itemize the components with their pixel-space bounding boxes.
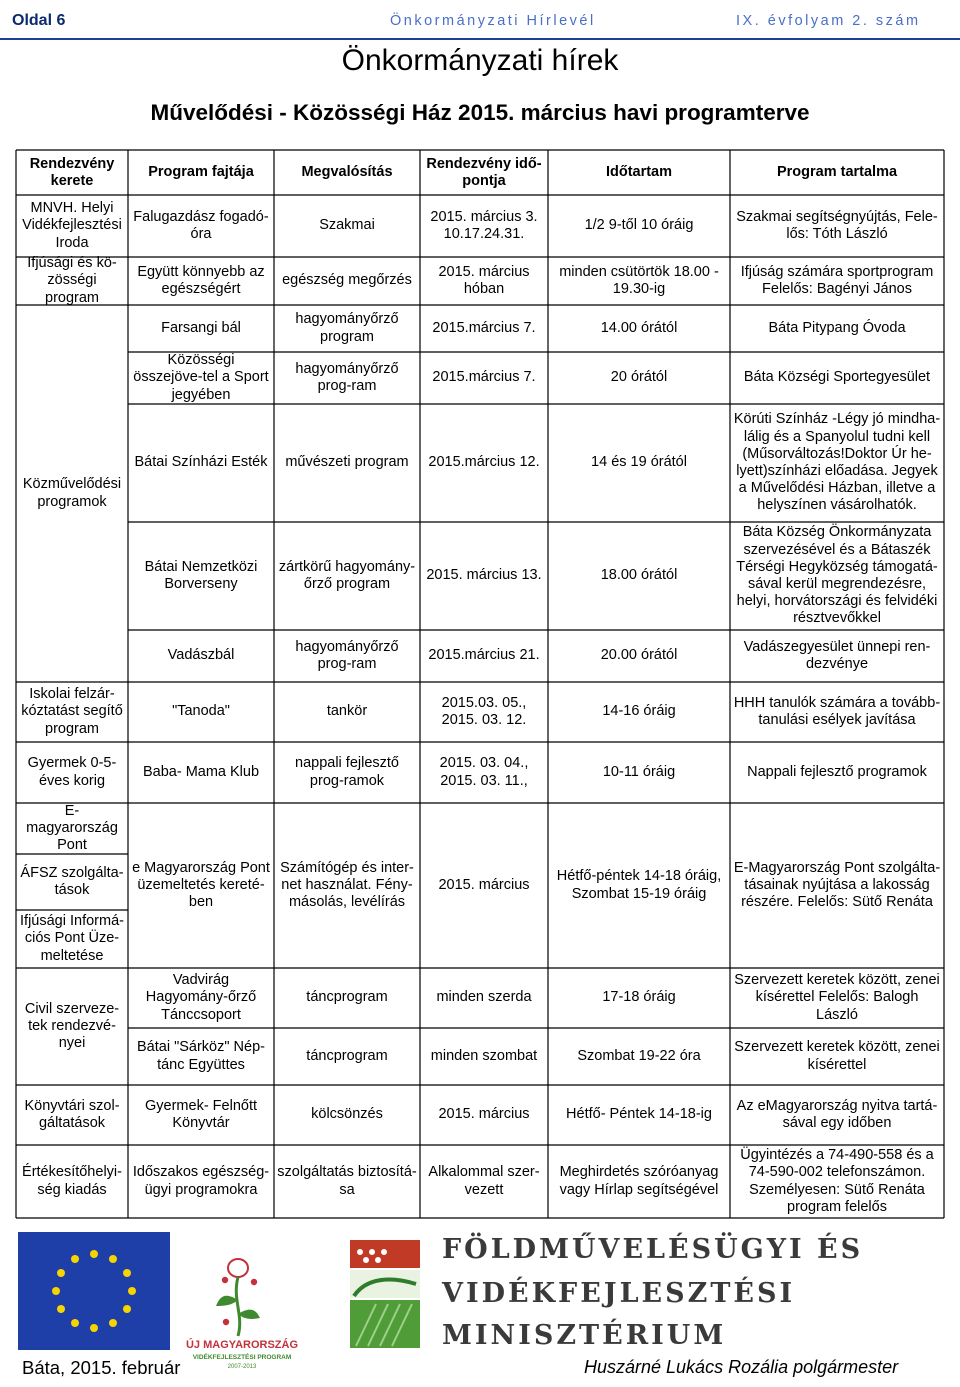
table-cell: hagyományőrző prog-ram [295,360,399,394]
table-cell: Civil szerveze-tek rendezvé-nyei [24,1000,120,1052]
table-cell: 20 órától [610,369,668,386]
table-cell: Közösségi összejöve-tel a Sport jegyében [133,352,269,403]
table-cell: Szakmai [319,217,375,234]
table-cell: E-magyarország Pont [26,802,118,854]
col-header-type: Program fajtája [148,164,254,181]
table-cell: Hétfő-péntek 14-18 óráig, Szombat 15-19 óráig [556,868,722,902]
program-logo-years: 2007-2013 [227,1364,257,1370]
ministry-name-line-1: FÖLDMŰVELÉSÜGYI ÉS [442,1234,864,1265]
table-cell: hagyományőrző prog-ram [295,638,399,672]
table-cell: szolgáltatás biztosítá-sa [277,1164,417,1198]
table-cell: 2015. március 13. [426,567,542,584]
table-cell: 2015.március 12. [428,454,540,471]
table-cell: zártkörű hagyomány-őrző program [278,558,416,592]
table-cell: Iskolai felzár-kóztatást segítő program [21,686,123,737]
table-cell: 2015. március [438,876,530,893]
ministry-emblem-icon [340,1238,428,1348]
table-cell: Vadvirág Hagyomány-őrző Tánccsoport [145,972,257,1023]
table-cell: minden szerda [436,989,532,1006]
col-header-duration: Időtartam [605,164,673,181]
footer-place-date: Báta, 2015. február [22,1357,181,1378]
flower-logo-icon [216,1259,260,1336]
table-cell: HHH tanulók számára a tovább-tanulási esélyek javítása [733,694,941,728]
table-cell: Bátai Nemzetközi Borverseny [144,558,258,592]
table-cell: hagyományőrző program [295,311,399,345]
table-cell: 18.00 órától [600,567,678,584]
table-cell: táncprogram [306,1047,388,1064]
table-cell: Bátai Színházi Esték [134,454,268,471]
table-cell: egészség megőrzés [282,272,412,289]
ministry-name-line-2: VIDÉKFEJLESZTÉSI [442,1278,796,1309]
col-header-implementation: Megvalósítás [301,164,393,181]
col-header-frame: Rendezvény kerete [29,155,115,189]
table-cell: Vadászbál [167,647,235,664]
table-cell: Értékesítőhelyi-ség kiadás [22,1164,122,1198]
table-cell: Hétfő- Péntek 14-18-ig [566,1106,712,1123]
page-subtitle: Művelődési - Közösségi Ház 2015. március havi programterve [150,100,810,125]
table-cell: 2015.március 7. [432,369,536,386]
eu-flag-icon [18,1232,170,1350]
table-cell: 20.00 órától [600,647,678,664]
table-cell: minden csütörtök 18.00 - 19.30-ig [559,263,719,297]
table-cell: Báta Községi Sportegyesület [743,369,931,386]
table-cell: Meghirdetés szóróanyag vagy Hírlap segítségével [559,1164,719,1198]
table-cell: Farsangi bál [161,319,241,336]
table-cell: Falugazdász fogadó-óra [133,208,269,242]
table-cell: E-Magyarország Pont szolgálta-tásainak nyújtása a lakosság részére. Felelős: Sütő Renáta [733,859,941,911]
table-cell: e Magyarország Pont üzemeltetés kereté-ben [132,859,270,911]
table-cell: Ügyintézés a 74-490-558 és a 74-590-002 telefonszámon. Személyesen: Sütő Renáta program felelős [740,1147,934,1215]
table-cell: 17-18 óráig [602,989,676,1006]
table-cell: Szervezett keretek között, zenei kísérettel [734,1039,940,1073]
table-cell: minden szombat [430,1047,538,1064]
table-cell: Szombat 19-22 óra [577,1047,701,1064]
table-cell: Könyvtári szol-gáltatások [24,1097,120,1131]
table-cell: 14 és 19 órától [591,454,687,471]
page-title: Önkormányzati hírek [341,44,619,77]
table-cell: ÁFSZ szolgálta-tások [20,864,124,898]
table-cell: Báta Község Önkormányzata szervezésével és a Bátaszék Térségi Hegyközség támogatá-sával kerül megrendezésre, helyi, horvátországi és felvidéki résztvevőkkel [736,524,938,627]
table-cell: 2015. 03. 04., 2015. 03. 11., [439,755,529,789]
publication-name: Önkormányzati Hírlevél [390,13,596,29]
table-cell: Szakmai segítségnyújtás, Fele-lős: Tóth László [736,208,938,242]
table-cell: Az eMagyarország nyitva tartá-sával egy időben [736,1097,938,1131]
table-cell: Számítógép és inter-net használat. Fény-másolás, levélírás [280,859,414,911]
table-cell: 2015. március 3. 10.17.24.31. [430,208,538,242]
col-header-date: Rendezvény idő-pontja [426,155,542,189]
table-cell: 10-11 óráig [602,763,676,780]
table-cell: Bátai "Sárköz" Nép-tánc Együttes [137,1039,265,1073]
table-cell: Ifjúság számára sportprogram Felelős: Bagényi János [740,263,934,297]
table-cell: Nappali fejlesztő programok [747,763,927,780]
table-cell: 2015.március 21. [428,647,540,664]
table-cell: táncprogram [306,989,388,1006]
table-cell: 2015. március hóban [438,263,530,297]
table-cell: Közművelődési programok [22,476,122,510]
table-cell: Vadászegyesület ünnepi ren-dezvénye [743,638,931,672]
table-cell: Szervezett keretek között, zenei kísérettel Felelős: Balogh László [734,972,940,1023]
volume-info: IX. évfolyam 2. szám [736,13,921,29]
table-cell: 2015. március [438,1106,530,1123]
table-cell: Időszakos egészség-ügyi programokra [132,1164,270,1198]
program-logo-sub: VIDÉKFEJLESZTÉSI PROGRAM [192,1354,292,1361]
table-cell: Ifjúsági és kö-zösségi program [27,255,117,306]
table-cell: Baba- Mama Klub [142,763,260,780]
col-header-content: Program tartalma [776,164,898,181]
table-cell: 14.00 órától [600,319,678,336]
table-cell: Együtt könnyebb az egészségért [137,263,265,297]
table-cell: tankör [326,703,368,720]
table-cell: MNVH. Helyi Vidékfejlesztési Iroda [22,200,122,251]
table-cell: 2015.03. 05., 2015. 03. 12. [441,694,527,728]
table-cell: Báta Pitypang Óvoda [768,319,906,336]
table-cell: "Tanoda" [172,703,230,720]
footer-signature: Huszárné Lukács Rozália polgármester [584,1357,899,1377]
table-cell: művészeti program [285,454,409,471]
table-cell: 2015.március 7. [432,319,536,336]
table-cell: Körúti Színház -Légy jó mindha-lálig és a Spanyolul tudni kell (Műsorváltozás!Doktor Úr he-lyett)színházi előadása. Jegyek a Művelődési Házban, illetve a helyszínen vásárolhatók. [733,411,941,514]
table-cell: kölcsönzés [311,1106,383,1123]
ministry-name-line-3: MINISZTÉRIUM [442,1320,727,1351]
table-cell: Gyermek- Felnőtt Könyvtár [145,1097,257,1131]
program-logo-name: ÚJ MAGYARORSZÁG [185,1339,299,1351]
table-cell: nappali fejlesztő prog-ramok [295,755,399,789]
table-cell: 1/2 9-től 10 óráig [584,217,694,234]
page-number: Oldal 6 [12,12,66,29]
table-cell: Ifjúsági Informá-ciós Pont Üze-meltetése [20,913,124,964]
table-cell: Gyermek 0-5-éves korig [27,755,117,789]
table-cell: 14-16 óráig [602,703,676,720]
table-cell: Alkalommal szer-vezett [428,1164,540,1198]
